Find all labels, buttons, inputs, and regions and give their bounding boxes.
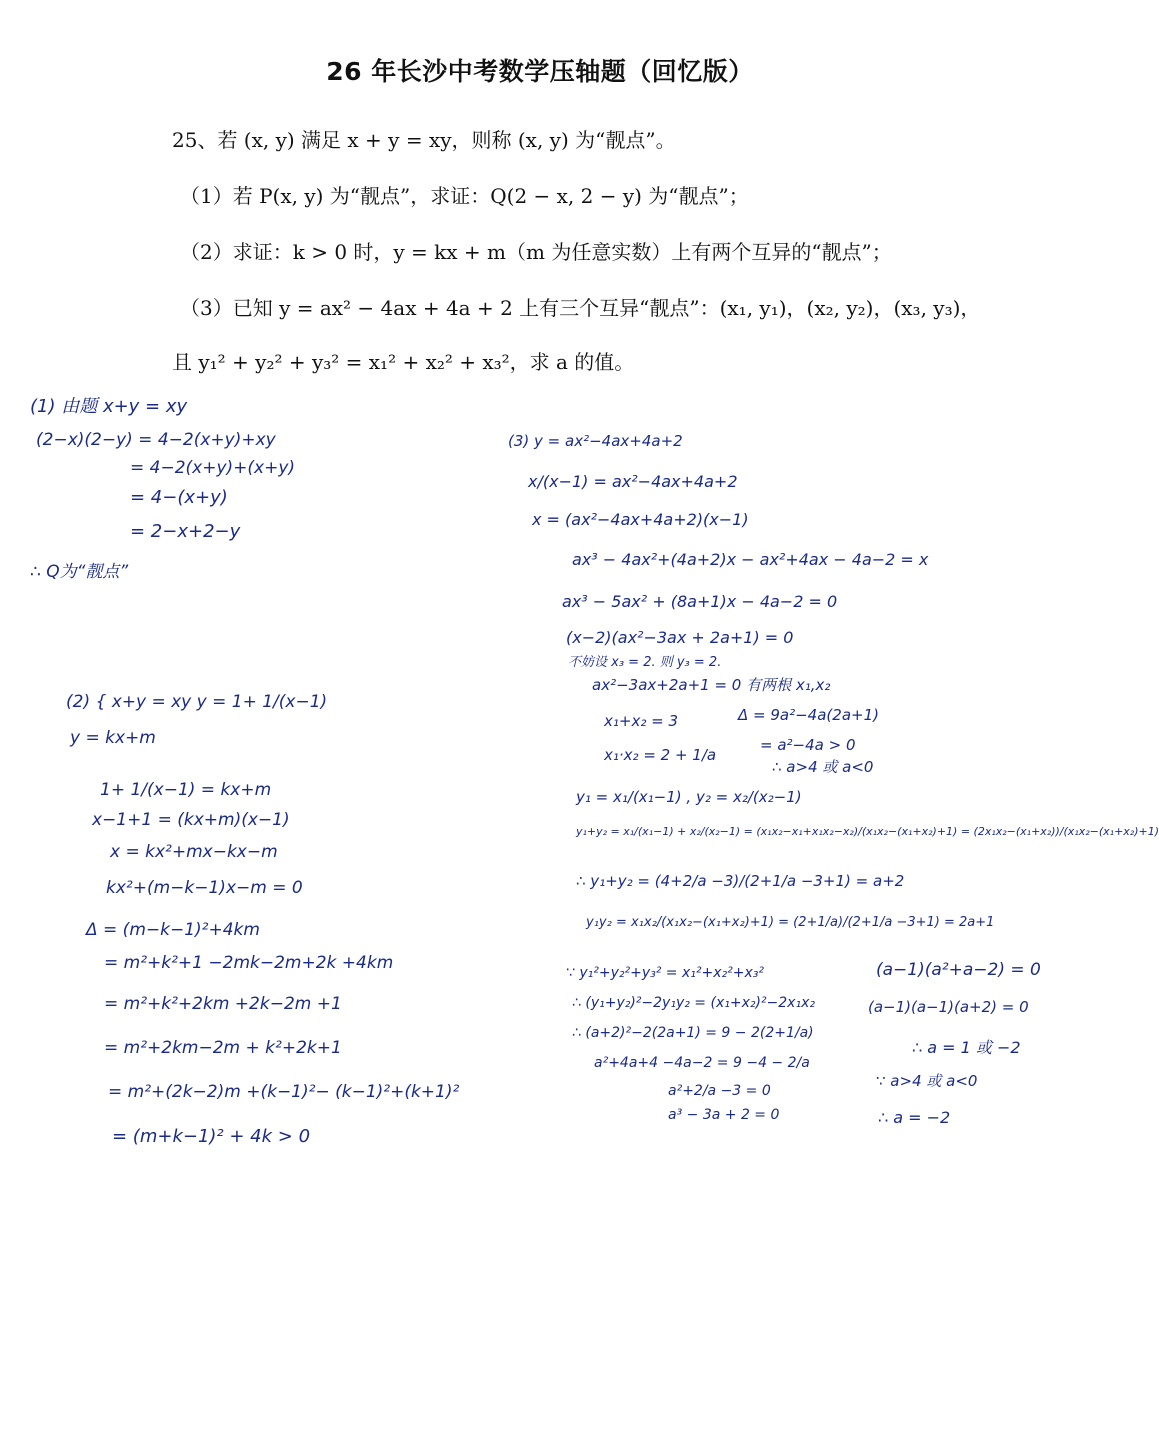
problem-part-3: （3）已知 y = ax² − 4ax + 4a + 2 上有三个互异“靓点”：(x₁, y₁)，(x₂, y₂)，(x₃, y₃)， xyxy=(180,296,981,320)
solution2-line: = m²+k²+1 −2mk−2m+2k +4km xyxy=(104,953,394,973)
solution3-line: ∴ y₁+y₂ = (4+2/a −3)/(2+1/a −3+1) = a+2 xyxy=(576,872,905,890)
solution3-line: a²+4a+4 −4a−2 = 9 −4 − 2/a xyxy=(594,1055,810,1071)
solution3-line: x/(x−1) = ax²−4ax+4a+2 xyxy=(528,472,738,491)
solution3-line: y₁ = x₁/(x₁−1) , y₂ = x₂/(x₂−1) xyxy=(576,788,802,806)
solution3-line: ax³ − 5ax² + (8a+1)x − 4a−2 = 0 xyxy=(562,592,838,611)
solution2-line: = (m+k−1)² + 4k > 0 xyxy=(112,1126,311,1147)
solution2-line: y = kx+m xyxy=(70,728,156,748)
solution2-line: kx²+(m−k−1)x−m = 0 xyxy=(106,878,303,898)
solution2-line: = m²+2km−2m + k²+2k+1 xyxy=(104,1038,342,1058)
solution2-line: (2) { x+y = xy y = 1+ 1/(x−1) xyxy=(66,692,328,712)
solution3-line: ∴ (a+2)²−2(2a+1) = 9 − 2(2+1/a) xyxy=(572,1025,814,1041)
solution3-line: x = (ax²−4ax+4a+2)(x−1) xyxy=(532,510,749,529)
solution3-line: ∴ a = −2 xyxy=(878,1108,951,1127)
solution3-line: ∴ a>4 或 a<0 xyxy=(772,758,874,776)
problem-stem: 25、若 (x, y) 满足 x + y = xy，则称 (x, y) 为“靓点”。 xyxy=(172,128,676,152)
solution1-line: (1) 由题 x+y = xy xyxy=(30,396,188,417)
solution3-line: y₁+y₂ = x₁/(x₁−1) + x₂/(x₂−1) = (x₁x₂−x₁+x₁x₂−x₂)/(x₁x₂−(x₁+x₂)+1) = (2x₁x₂−(x₁+x₂))/(x₁x₂−(x₁+x₂)+1) xyxy=(576,825,1159,838)
solution3-line: Δ = 9a²−4a(2a+1) xyxy=(738,706,879,724)
solution3-line: ∵ y₁²+y₂²+y₃² = x₁²+x₂²+x₃² xyxy=(566,965,764,981)
problem-part-2: （2）求证：k > 0 时，y = kx + m（m 为任意实数）上有两个互异的“靓点”； xyxy=(180,240,892,264)
solution3-line: y₁y₂ = x₁x₂/(x₁x₂−(x₁+x₂)+1) = (2+1/a)/(2+1/a −3+1) = 2a+1 xyxy=(586,915,995,930)
solution3-line: ∴ a = 1 或 −2 xyxy=(912,1038,1021,1057)
solution2-line: x = kx²+mx−kx−m xyxy=(110,842,278,862)
solution1-line: = 4−2(x+y)+(x+y) xyxy=(130,458,296,478)
solution3-line: a³ − 3a + 2 = 0 xyxy=(668,1107,780,1123)
solution3-line: 不妨设 x₃ = 2. 则 y₃ = 2. xyxy=(568,655,722,670)
solution2-line: = m²+(2k−2)m +(k−1)²− (k−1)²+(k+1)² xyxy=(108,1082,460,1102)
solution1-line: = 4−(x+y) xyxy=(130,487,228,508)
solution1-line: ∴ Q为“靓点” xyxy=(30,562,129,582)
solution3-line: (a−1)(a²+a−2) = 0 xyxy=(876,960,1041,980)
solution3-line: ∵ a>4 或 a<0 xyxy=(876,1072,978,1090)
solution3-line: a²+2/a −3 = 0 xyxy=(668,1083,771,1099)
problem-part-3-condition: 且 y₁² + y₂² + y₃² = x₁² + x₂² + x₃²，求 a 的值。 xyxy=(172,350,635,374)
solution3-line: ax²−3ax+2a+1 = 0 有两根 x₁,x₂ xyxy=(592,676,831,694)
solution3-line: (x−2)(ax²−3ax + 2a+1) = 0 xyxy=(566,628,794,647)
solution2-line: Δ = (m−k−1)²+4km xyxy=(86,920,260,940)
problem-part-1: （1）若 P(x, y) 为“靓点”，求证：Q(2 − x, 2 − y) 为“靓点”； xyxy=(180,184,749,208)
solution3-line: ∴ (y₁+y₂)²−2y₁y₂ = (x₁+x₂)²−2x₁x₂ xyxy=(572,995,815,1011)
solution3-line: (3) y = ax²−4ax+4a+2 xyxy=(508,432,683,450)
solution3-line: (a−1)(a−1)(a+2) = 0 xyxy=(868,998,1029,1016)
solution3-line: ax³ − 4ax²+(4a+2)x − ax²+4ax − 4a−2 = x xyxy=(572,550,929,569)
solution2-line: x−1+1 = (kx+m)(x−1) xyxy=(92,810,290,830)
solution3-line: x₁+x₂ = 3 xyxy=(604,712,678,730)
solution1-line: = 2−x+2−y xyxy=(130,521,241,542)
solution3-line: x₁·x₂ = 2 + 1/a xyxy=(604,746,717,764)
page-title: 26 年长沙中考数学压轴题（回忆版） xyxy=(326,57,754,86)
solution2-line: 1+ 1/(x−1) = kx+m xyxy=(100,780,272,800)
solution1-line: (2−x)(2−y) = 4−2(x+y)+xy xyxy=(36,430,276,450)
solution3-line: = a²−4a > 0 xyxy=(760,736,856,754)
solution2-line: = m²+k²+2km +2k−2m +1 xyxy=(104,994,342,1014)
